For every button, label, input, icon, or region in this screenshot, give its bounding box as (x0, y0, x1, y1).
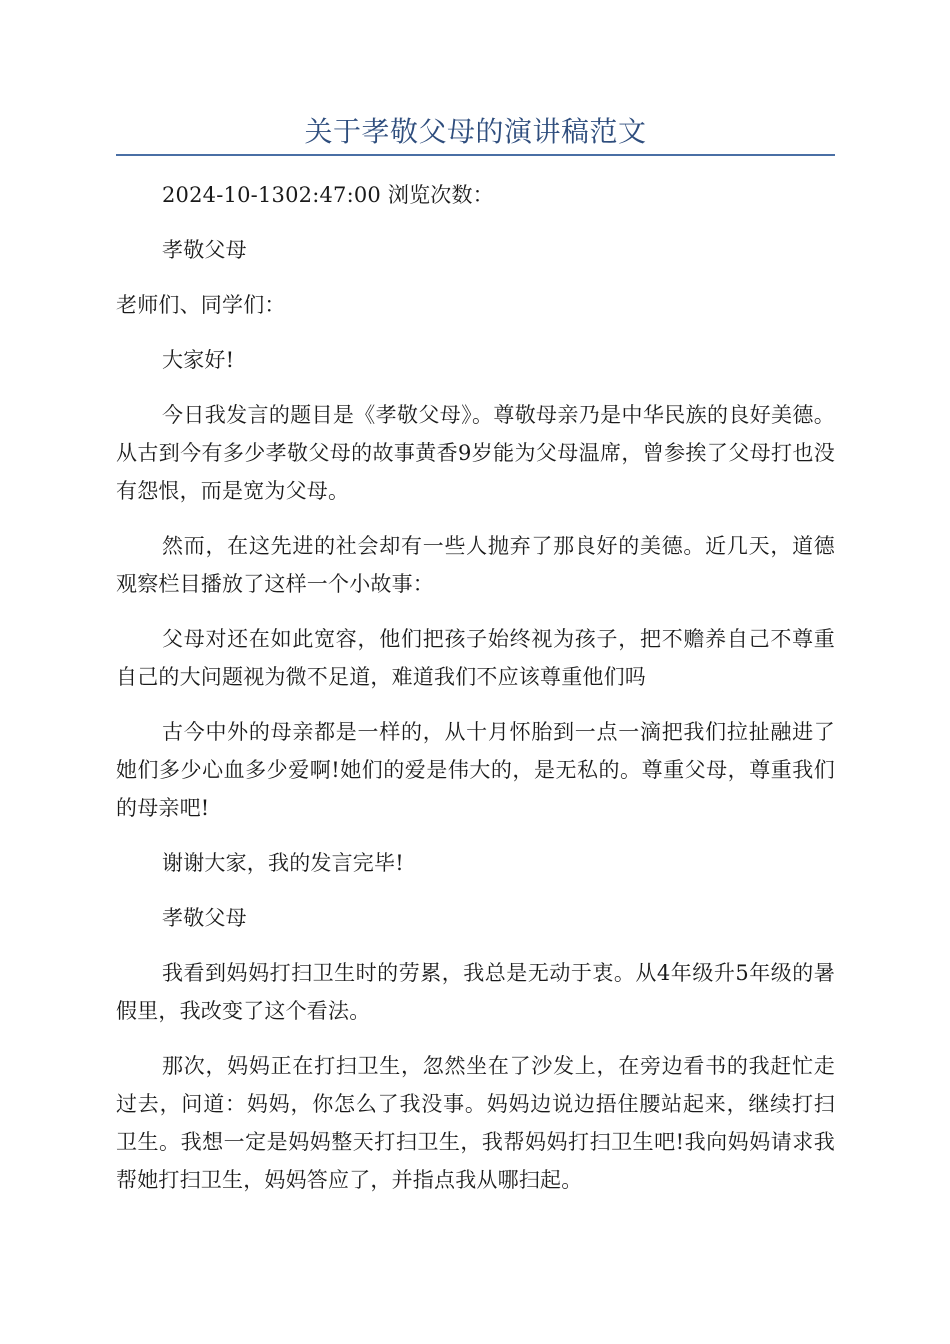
paragraph: 然而，在这先进的社会却有一些人抛弃了那良好的美德。近几天，道德观察栏目播放了这样一个小故事： (116, 534, 835, 596)
paragraph: 谢谢大家，我的发言完毕! (162, 851, 404, 875)
paragraph: 今日我发言的题目是《孝敬父母》。尊敬母亲乃是中华民族的良好美德。从古到今有多少孝敬父母的故事黄香9岁能为父母温席，曾参挨了父母打也没有怨恨，而是宽为父母。 (116, 403, 835, 503)
paragraph: 大家好! (162, 348, 235, 372)
meta-line: 2024-10-1302:47:00 浏览次数： (162, 183, 494, 207)
paragraph: 我看到妈妈打扫卫生时的劳累，我总是无动于衷。从4年级升5年级的暑假里，我改变了这个看法。 (116, 961, 835, 1023)
document-title: 关于孝敬父母的演讲稿范文 (304, 115, 647, 148)
title-divider (116, 154, 835, 156)
paragraph: 孝敬父母 (162, 238, 247, 262)
paragraph: 老师们、同学们： (116, 293, 286, 317)
document-body (116, 176, 835, 1199)
paragraph: 古今中外的母亲都是一样的，从十月怀胎到一点一滴把我们拉扯融进了她们多少心血多少爱啊!她们的爱是伟大的，是无私的。尊重父母，尊重我们的母亲吧! (116, 720, 835, 820)
document-page (116, 0, 835, 1216)
paragraph: 父母对还在如此宽容，他们把孩子始终视为孩子，把不赡养自己不尊重自己的大问题视为微不足道，难道我们不应该尊重他们吗 (116, 627, 835, 689)
paragraph: 那次，妈妈正在打扫卫生，忽然坐在了沙发上，在旁边看书的我赶忙走过去，问道：妈妈，你怎么了我没事。妈妈边说边捂住腰站起来，继续打扫卫生。我想一定是妈妈整天打扫卫生，我帮妈妈打扫卫生吧!我向妈妈请求我帮她打扫卫生，妈妈答应了，并指点我从哪扫起。 (116, 1054, 835, 1192)
paragraph: 孝敬父母 (162, 906, 247, 930)
